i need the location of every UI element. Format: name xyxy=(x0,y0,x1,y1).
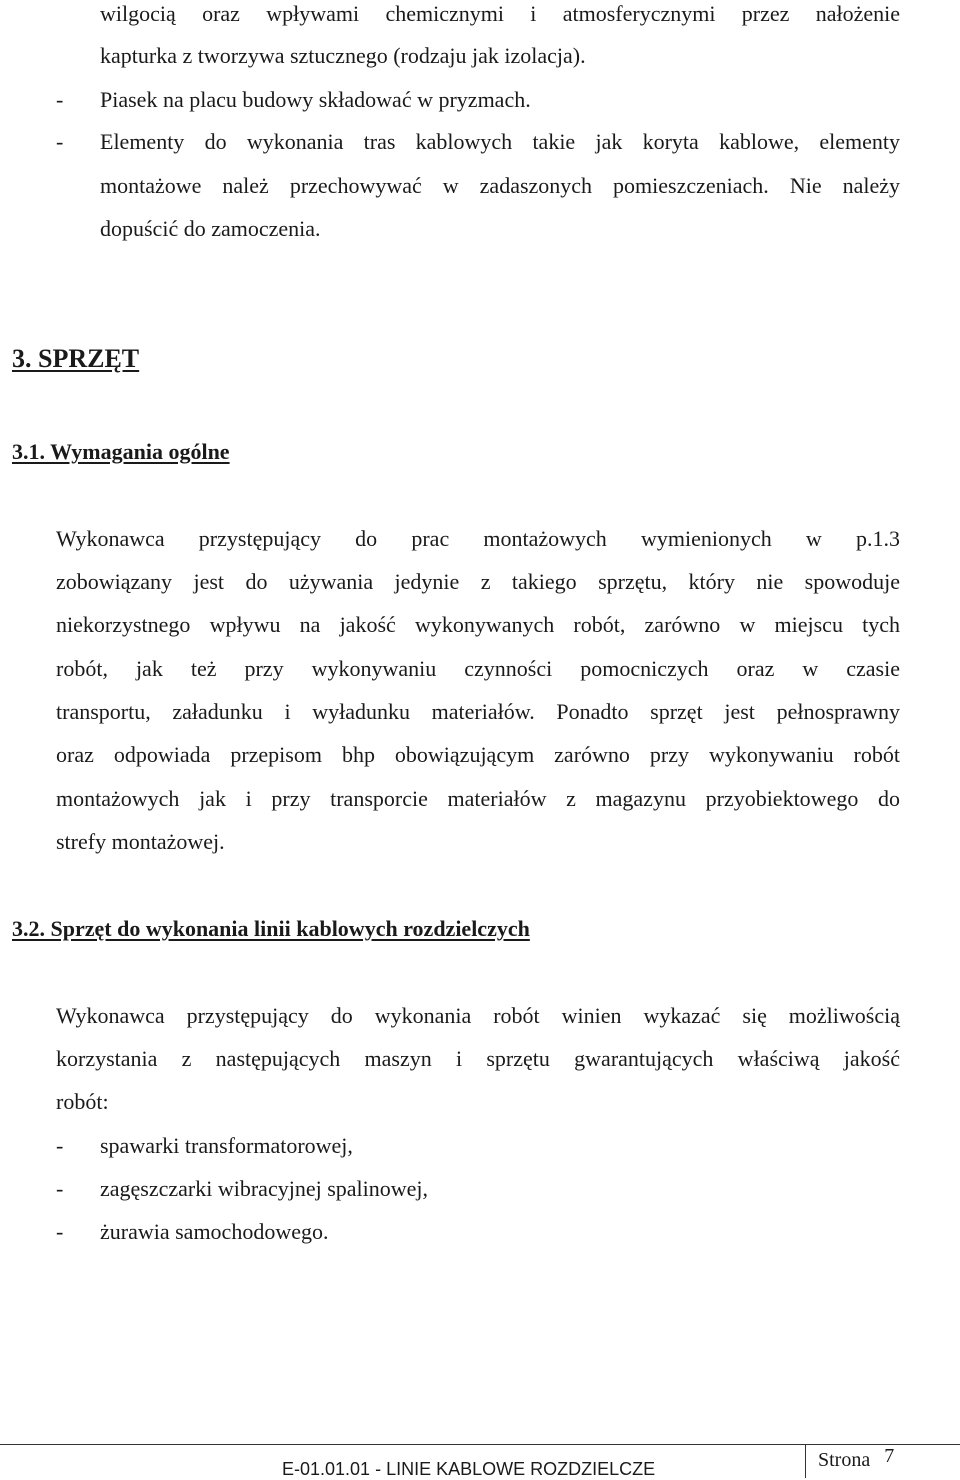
paragraph-line: Wykonawca przystępujący do wykonania robót winien wykazać się możliwością xyxy=(56,1003,900,1028)
list-dash: - xyxy=(56,129,64,154)
footer-document-title: E-01.01.01 - LINIE KABLOWE ROZDZIELCZE xyxy=(282,1459,656,1479)
intro-line-1: wilgocią oraz wpływami chemicznymi i atmosferycznymi przez nałożenie xyxy=(100,1,900,26)
list-dash: - xyxy=(56,87,64,112)
paragraph-line: strefy montażowej. xyxy=(56,829,225,854)
list-item: spawarki transformatorowej, xyxy=(100,1133,353,1158)
page-number: 7 xyxy=(884,1445,895,1467)
list-dash: - xyxy=(56,1176,64,1201)
section-title: 3. SPRZĘT xyxy=(12,344,140,373)
list-dash: - xyxy=(56,1219,64,1244)
list-item-continued: dopuścić do zamoczenia. xyxy=(100,216,321,241)
list-item: zagęszczarki wibracyjnej spalinowej, xyxy=(100,1176,429,1201)
paragraph-line: Wykonawca przystępujący do prac montażowych wymienionych w p.1.3 xyxy=(56,526,900,551)
footer-page xyxy=(818,1445,895,1472)
list-dash: - xyxy=(56,1133,64,1158)
paragraph-line: zobowiązany jest do używania jedynie z takiego sprzętu, który nie spowoduje xyxy=(56,569,900,594)
list-item: Elementy do wykonania tras kablowych takie jak koryta kablowe, elementy xyxy=(100,129,900,154)
list-item: Piasek na placu budowy składować w pryzmach. xyxy=(100,87,531,112)
paragraph-line: montażowych jak i przy transporcie materiałów z magazynu przyobiektowego do xyxy=(56,786,900,811)
page-label: Strona xyxy=(818,1449,871,1471)
list-item-continued: montażowe należ przechowywać w zadaszonych pomieszczeniach. Nie należy xyxy=(100,173,900,198)
paragraph-line: oraz odpowiada przepisom bhp obowiązującym zarówno przy wykonywaniu robót xyxy=(56,742,900,767)
paragraph-line: niekorzystnego wpływu na jakość wykonywanych robót, zarówno w miejscu tych xyxy=(56,612,900,637)
subsection-title: 3.2. Sprzęt do wykonania linii kablowych rozdzielczych xyxy=(12,916,530,941)
intro-line-2: kapturka z tworzywa sztucznego (rodzaju jak izolacja). xyxy=(100,43,586,68)
paragraph-line: korzystania z następujących maszyn i sprzętu gwarantujących właściwą jakość xyxy=(56,1046,900,1071)
list-item: żurawia samochodowego. xyxy=(100,1219,329,1244)
footer-rule xyxy=(0,1444,960,1445)
paragraph-line: robót: xyxy=(56,1089,109,1114)
footer-separator xyxy=(805,1444,806,1478)
subsection-title: 3.1. Wymagania ogólne xyxy=(12,439,230,464)
paragraph-line: robót, jak też przy wykonywaniu czynności pomocniczych oraz w czasie xyxy=(56,656,900,681)
paragraph-line: transportu, załadunku i wyładunku materiałów. Ponadto sprzęt jest pełnosprawny xyxy=(56,699,900,724)
